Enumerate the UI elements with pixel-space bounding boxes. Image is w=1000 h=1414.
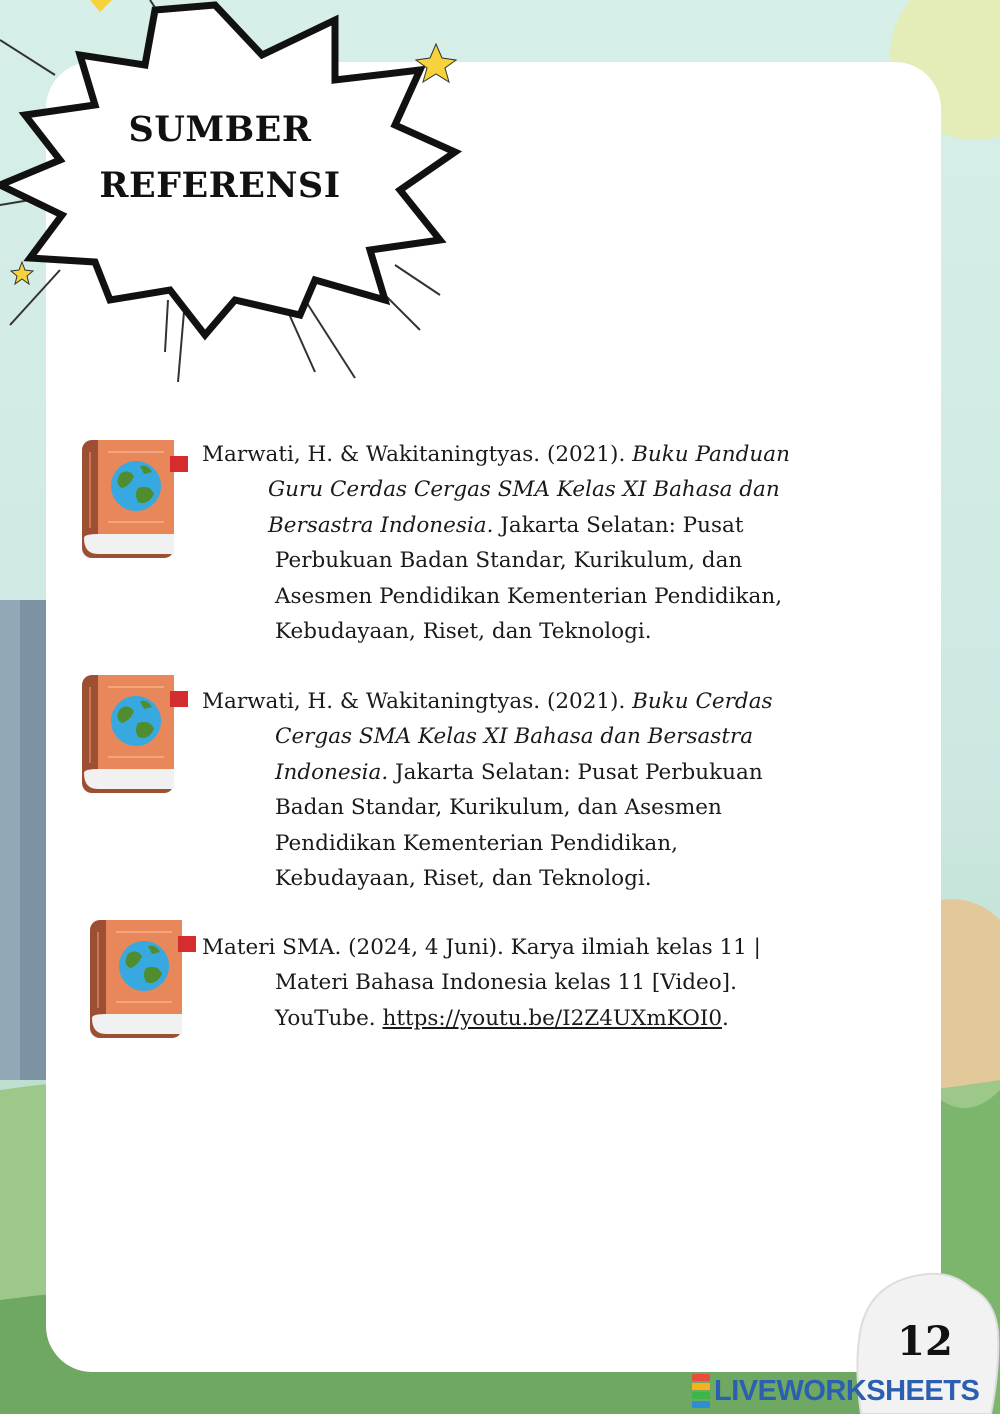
- watermark-text: LIVEWORKSHEETS: [714, 1374, 980, 1407]
- reference-line: Bersastra Indonesia. Jakarta Selatan: Pusat: [268, 512, 744, 538]
- reference-title: Buku Panduan: [632, 442, 790, 467]
- book-globe-icon: [78, 438, 190, 562]
- reference-line: Perbukuan Badan Standar, Kurikulum, dan: [275, 548, 743, 574]
- reference-title: Bersastra Indonesia.: [268, 512, 494, 538]
- book-globe-icon: [86, 918, 198, 1042]
- liveworksheets-logo-icon: [692, 1373, 710, 1409]
- youtube-link[interactable]: https://youtu.be/I2Z4UXmKOI0: [382, 1005, 722, 1031]
- reference-line: Materi Bahasa Indonesia kelas 11 [Video].: [275, 970, 737, 996]
- reference-line: [202, 719, 842, 754]
- title-line-2: REFERENSI: [99, 165, 341, 206]
- reference-item-1: [202, 437, 842, 649]
- reference-line: Asesmen Pendidikan Kementerian Pendidikan,: [275, 583, 783, 609]
- reference-item-2: [202, 684, 842, 896]
- title-line-1: SUMBER: [128, 109, 312, 150]
- reference-line: YouTube. https://youtu.be/I2Z4UXmKOI0.: [275, 1005, 729, 1031]
- reference-title: Indonesia.: [275, 759, 389, 785]
- reference-title: Cergas SMA Kelas XI Bahasa dan Bersastra: [275, 724, 754, 750]
- reference-line: Kebudayaan, Riset, dan Teknologi.: [275, 619, 652, 645]
- liveworksheets-watermark: [692, 1374, 979, 1408]
- reference-line: Materi SMA. (2024, 4 Juni). Karya ilmiah kelas 11 |: [202, 935, 761, 960]
- reference-line: Indonesia. Jakarta Selatan: Pusat Perbukuan: [275, 759, 763, 785]
- reference-line: Marwati, H. & Wakitaningtyas. (2021). Buku Panduan: [202, 442, 790, 467]
- page-number: 12: [897, 1318, 953, 1365]
- reference-line: Marwati, H. & Wakitaningtyas. (2021). Buku Cerdas: [202, 689, 773, 714]
- book-globe-icon: [78, 673, 190, 797]
- reference-line: [202, 472, 842, 507]
- reference-line: Pendidikan Kementerian Pendidikan,: [275, 830, 678, 856]
- page-title: [95, 102, 345, 214]
- reference-item-3: [202, 930, 842, 1036]
- reference-title: Guru Cerdas Cergas SMA Kelas XI Bahasa dan: [268, 477, 780, 503]
- reference-title: Buku Cerdas: [632, 689, 773, 714]
- reference-line: Kebudayaan, Riset, dan Teknologi.: [275, 866, 652, 892]
- reference-line: Badan Standar, Kurikulum, dan Asesmen: [275, 795, 722, 821]
